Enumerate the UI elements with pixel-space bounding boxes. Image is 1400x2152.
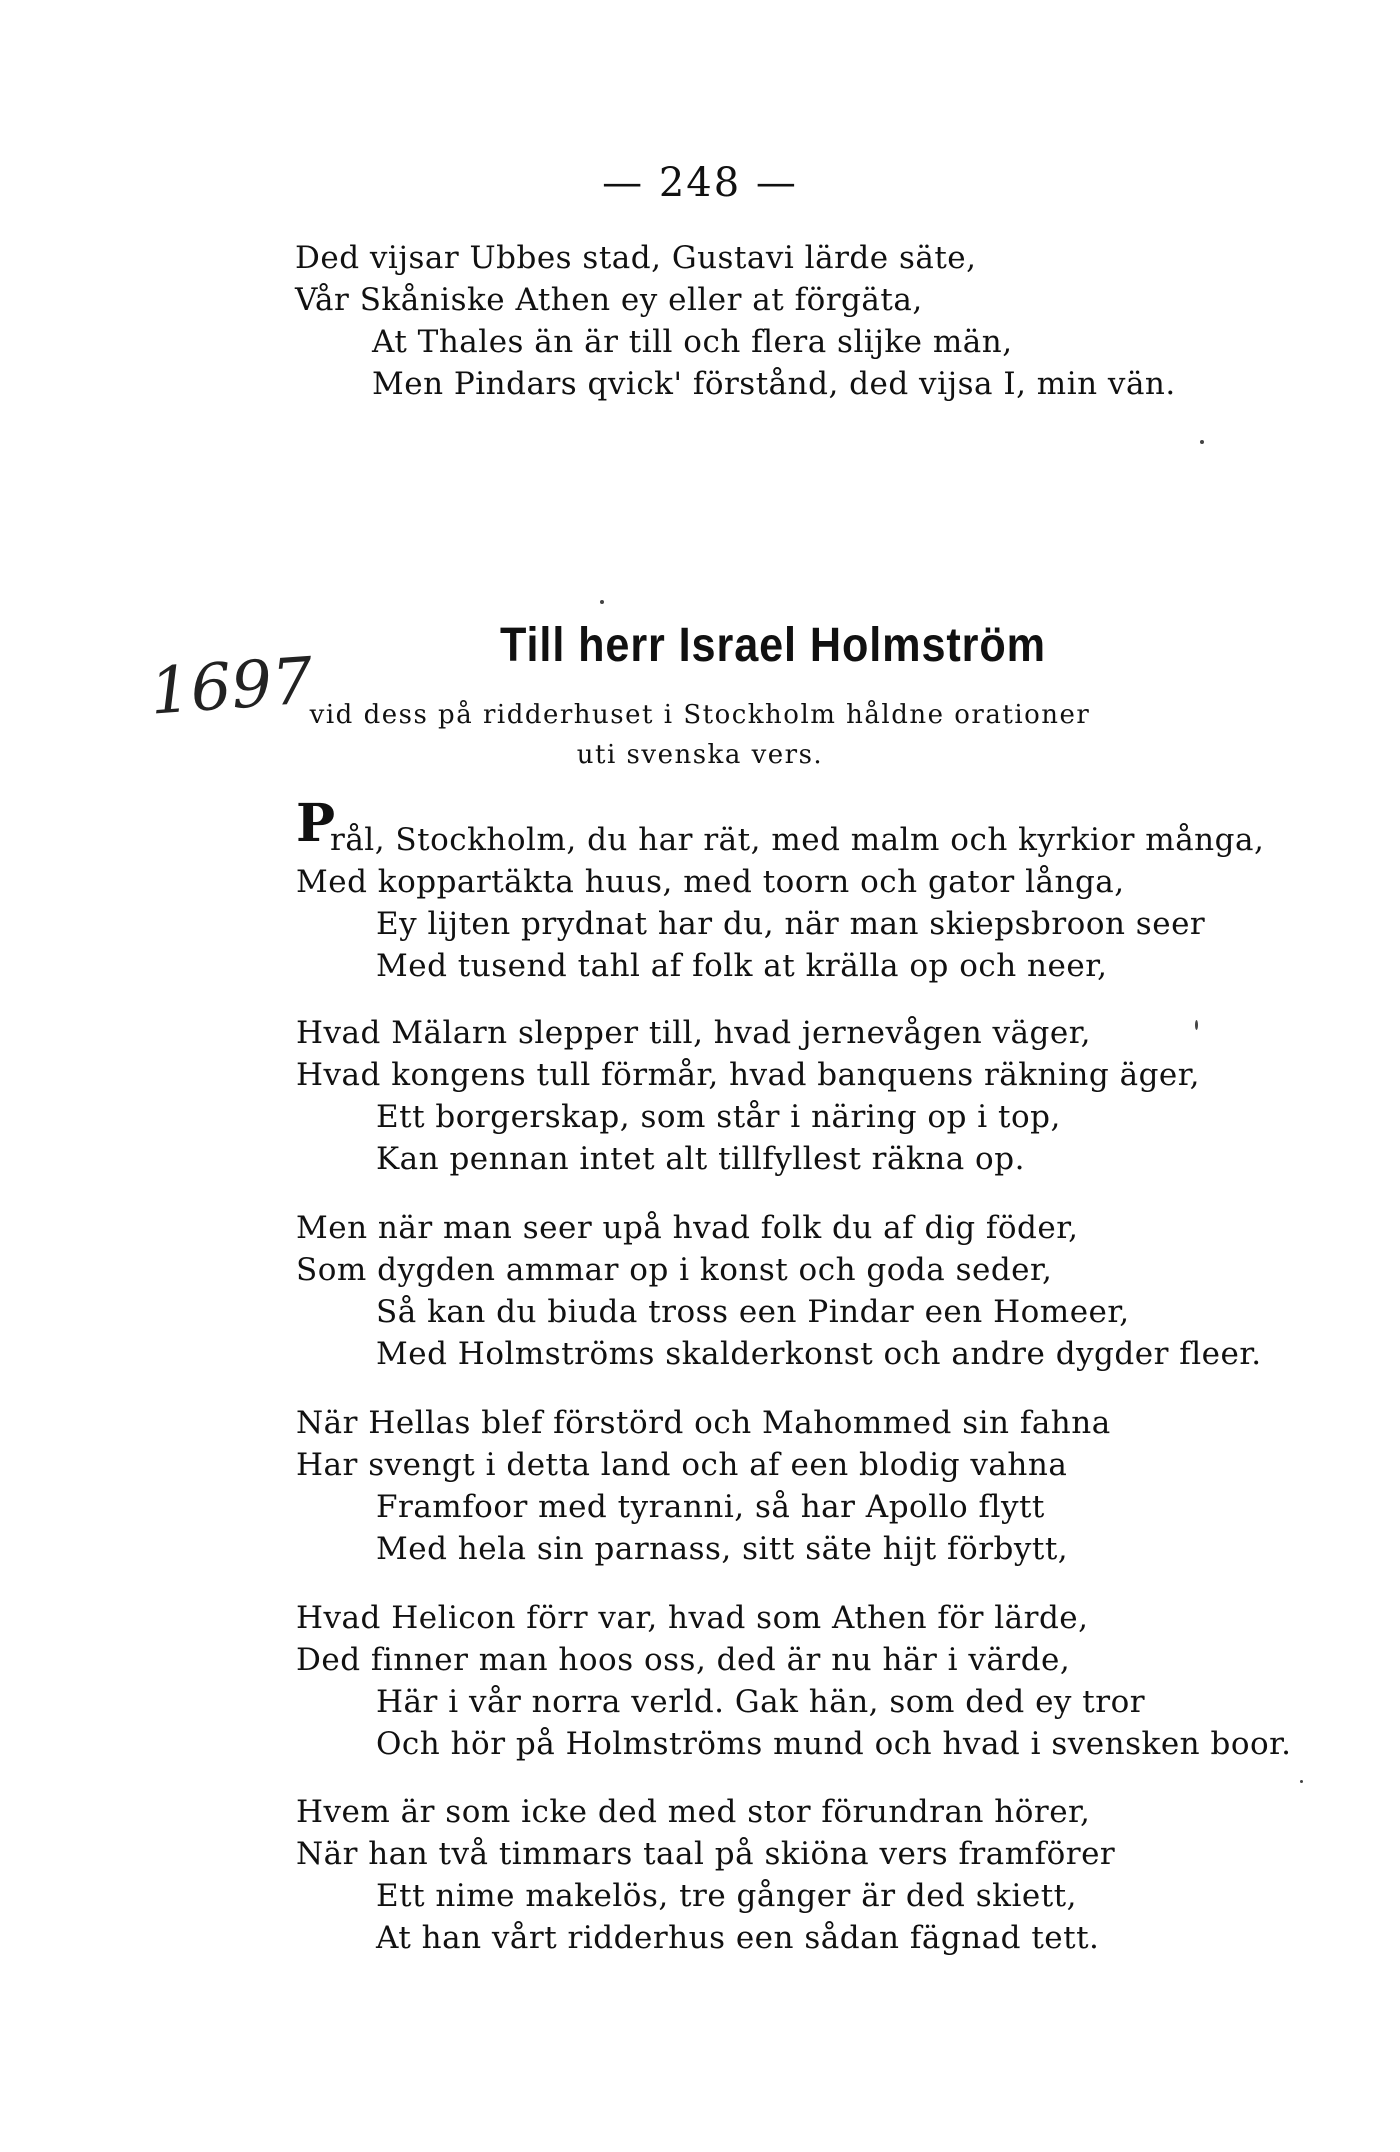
verse-line: Här i vår norra verld. Gak hän, som ded ey tror — [376, 1684, 1146, 1720]
verse-line: Framfoor med tyranni, så har Apollo flytt — [376, 1489, 1045, 1525]
verse-line: När Hellas blef förstörd och Mahommed sin fahna — [296, 1405, 1111, 1441]
verse-line: Med hela sin parnass, sitt säte hijt förbytt, — [376, 1531, 1069, 1567]
verse-line: Men när man seer upå hvad folk du af dig föder, — [296, 1210, 1079, 1246]
poem-subtitle-continued: uti svenska vers. — [576, 740, 824, 770]
verse-line: Ey lijten prydnat har du, när man skiepsbroon seer — [376, 906, 1206, 942]
verse-line: Hvad kongens tull förmår, hvad banquens räkning äger, — [296, 1057, 1201, 1093]
scan-speck — [1300, 1780, 1303, 1783]
handwritten-marginal-note: 1697 — [147, 644, 316, 730]
verse-line: Hvad Mälarn slepper till, hvad jernevågen väger, — [296, 1015, 1091, 1051]
verse-line: Ded vijsar Ubbes stad, Gustavi lärde säte, — [295, 240, 977, 276]
verse-line: Vår Skåniske Athen ey eller at förgäta, — [295, 282, 923, 318]
verse-line: Med koppartäkta huus, med toorn och gator långa, — [296, 864, 1125, 900]
verse-line: Med tusend tahl af folk at krälla op och neer, — [376, 948, 1108, 984]
drop-cap: P — [296, 793, 336, 854]
page-number: — 248 — — [602, 160, 798, 206]
scan-speck — [1195, 1020, 1198, 1030]
verse-line: Med Holmströms skalderkonst och andre dygder fleer. — [376, 1336, 1262, 1372]
verse-line: Har svengt i detta land och af een blodig vahna — [296, 1447, 1068, 1483]
verse-line: At Thales än är till och flera slijke män, — [372, 324, 1013, 360]
poem-title: Till herr Israel Holmström — [500, 619, 1046, 672]
scan-speck — [1200, 440, 1204, 444]
poem-subtitle: vid dess på ridderhuset i Stockholm håldne orationer — [309, 700, 1091, 730]
verse-line: Kan pennan intet alt tillfyllest räkna op. — [376, 1141, 1025, 1177]
verse-line: När han två timmars taal på skiöna vers framförer — [296, 1836, 1116, 1872]
verse-line: Ett nime makelös, tre gånger är ded skiett, — [376, 1878, 1077, 1914]
verse-line: rål, Stockholm, du har rät, med malm och kyrkior många, — [330, 822, 1265, 858]
verse-line: Ded finner man hoos oss, ded är nu här i värde, — [296, 1642, 1071, 1678]
verse-line: Men Pindars qvick' förstånd, ded vijsa I, min vän. — [372, 366, 1176, 402]
verse-line: Ett borgerskap, som står i näring op i top, — [376, 1099, 1061, 1135]
scan-speck — [600, 600, 604, 604]
verse-line: Så kan du biuda tross een Pindar een Homeer, — [376, 1294, 1130, 1330]
verse-line: Hvad Helicon förr var, hvad som Athen för lärde, — [296, 1600, 1089, 1636]
verse-line: Som dygden ammar op i konst och goda seder, — [296, 1252, 1053, 1288]
verse-line: Och hör på Holmströms mund och hvad i svensken boor. — [376, 1726, 1292, 1762]
verse-line: Hvem är som icke ded med stor förundran hörer, — [296, 1794, 1091, 1830]
verse-line: At han vårt ridderhus een sådan fägnad tett. — [376, 1920, 1100, 1956]
